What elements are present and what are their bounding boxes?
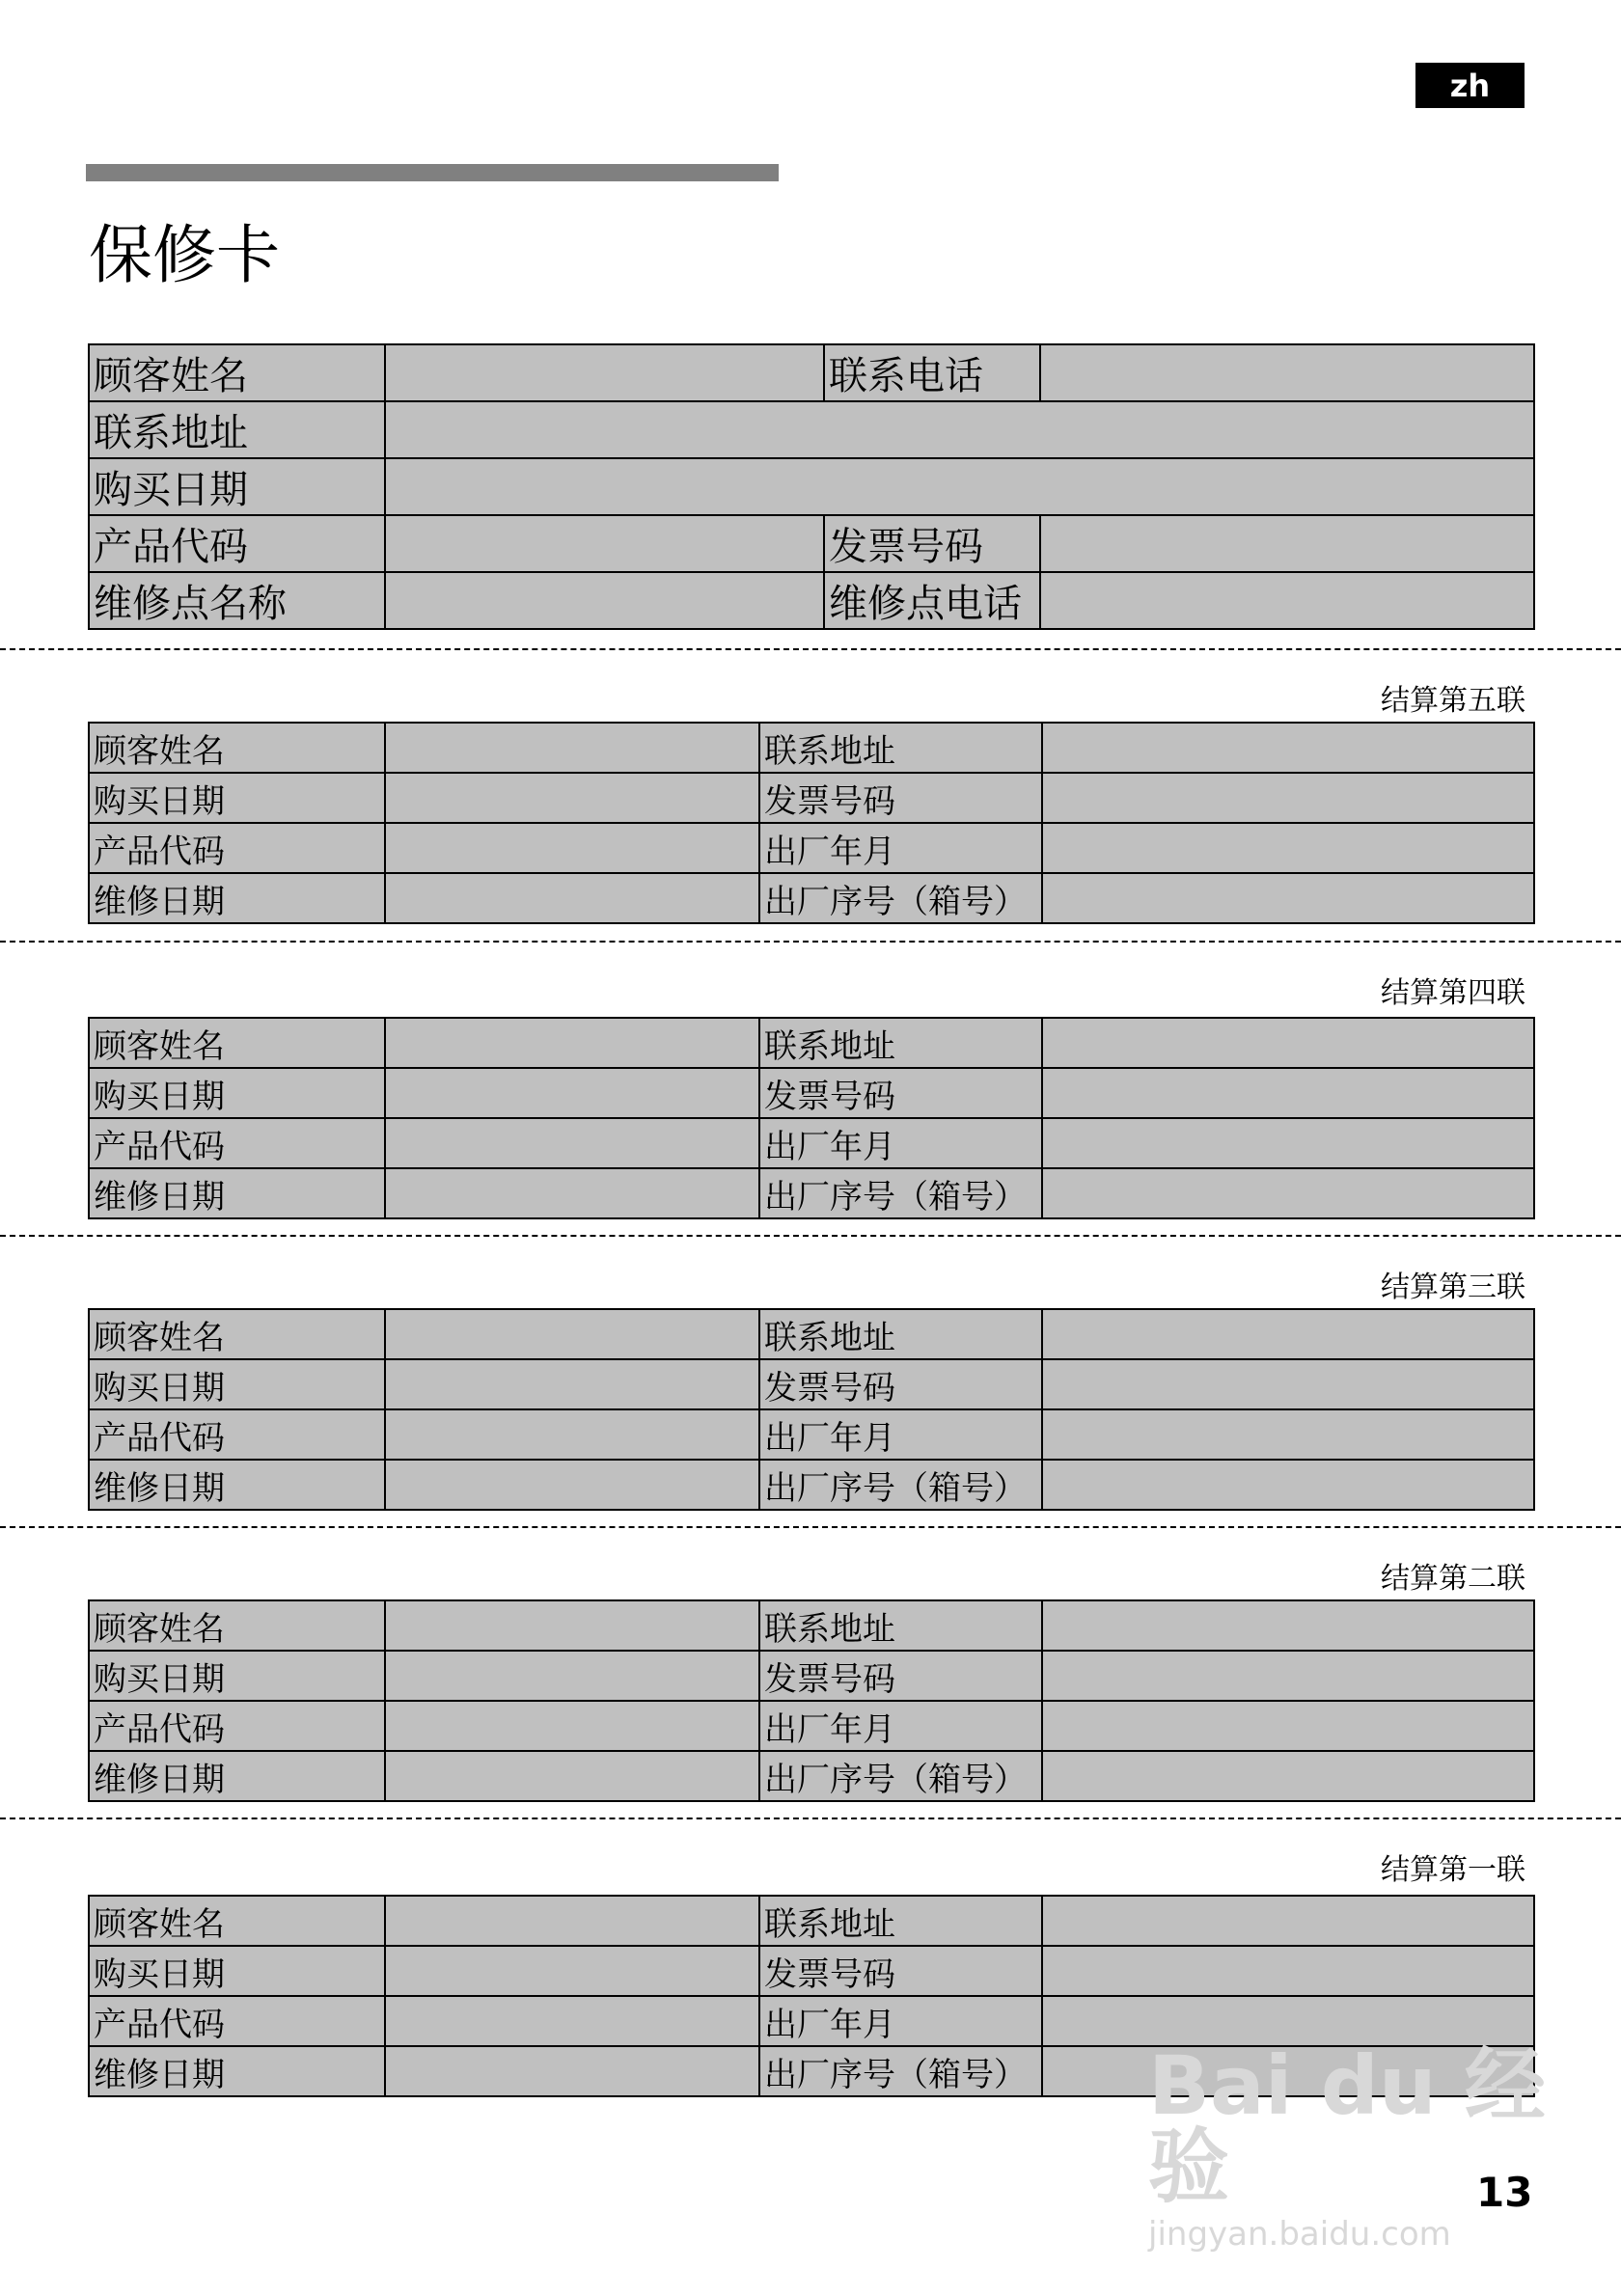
product-code-field[interactable]	[385, 1996, 759, 2046]
invoice-number-label: 发票号码	[759, 773, 1042, 823]
warranty-main-form	[88, 343, 1535, 630]
table-row	[89, 458, 1534, 515]
table-row	[89, 1896, 1534, 1946]
customer-name-label: 顾客姓名	[89, 1309, 385, 1359]
table-row	[89, 1068, 1534, 1118]
serial-number-field[interactable]	[1042, 1168, 1534, 1218]
contact-phone-field[interactable]	[1040, 344, 1534, 401]
invoice-number-label: 发票号码	[759, 1068, 1042, 1118]
repair-date-label: 维修日期	[89, 1168, 385, 1218]
table-row	[89, 773, 1534, 823]
table-row	[89, 1460, 1534, 1510]
customer-name-label: 顾客姓名	[89, 723, 385, 773]
purchase-date-field[interactable]	[385, 1359, 759, 1409]
purchase-date-label: 购买日期	[89, 458, 385, 515]
manufacture-date-field[interactable]	[1042, 1409, 1534, 1460]
table-row	[89, 1018, 1534, 1068]
invoice-number-field[interactable]	[1042, 1651, 1534, 1701]
invoice-number-label: 发票号码	[759, 1946, 1042, 1996]
serial-number-label: 出厂序号（箱号）	[759, 2046, 1042, 2096]
customer-name-label: 顾客姓名	[89, 1018, 385, 1068]
invoice-number-label: 发票号码	[759, 1359, 1042, 1409]
table-row	[89, 873, 1534, 923]
table-row	[89, 344, 1534, 401]
watermark-logo: Bai du 经验	[1148, 2038, 1546, 2214]
slip-label: 结算第三联	[1381, 1271, 1525, 1304]
table-row	[89, 515, 1534, 572]
contact-address-label: 联系地址	[759, 1018, 1042, 1068]
manufacture-date-label: 出厂年月	[759, 1996, 1042, 2046]
manufacture-date-field[interactable]	[1042, 1118, 1534, 1168]
cut-line	[0, 1818, 1621, 1819]
product-code-field[interactable]	[385, 1409, 759, 1460]
invoice-number-label: 发票号码	[824, 515, 1040, 572]
contact-address-field[interactable]	[385, 401, 1534, 458]
repair-date-field[interactable]	[385, 2046, 759, 2096]
purchase-date-field[interactable]	[385, 1068, 759, 1118]
table-row	[89, 1751, 1534, 1801]
manufacture-date-field[interactable]	[1042, 1701, 1534, 1751]
product-code-label: 产品代码	[89, 515, 385, 572]
product-code-field[interactable]	[385, 1118, 759, 1168]
repair-date-label: 维修日期	[89, 873, 385, 923]
purchase-date-label: 购买日期	[89, 773, 385, 823]
page-number: 13	[1476, 2169, 1533, 2216]
cut-line	[0, 648, 1621, 650]
invoice-number-field[interactable]	[1042, 773, 1534, 823]
manufacture-date-field[interactable]	[1042, 823, 1534, 873]
settlement-slip	[88, 1308, 1535, 1511]
serial-number-field[interactable]	[1042, 1751, 1534, 1801]
serial-number-field[interactable]	[1042, 873, 1534, 923]
purchase-date-field[interactable]	[385, 458, 1534, 515]
watermark-url: jingyan.baidu.com	[1148, 2215, 1451, 2254]
customer-name-field[interactable]	[385, 1896, 759, 1946]
slip-label: 结算第一联	[1381, 1853, 1525, 1887]
table-row	[89, 723, 1534, 773]
settlement-slip	[88, 1017, 1535, 1219]
repair-date-label: 维修日期	[89, 1460, 385, 1510]
table-row	[89, 1409, 1534, 1460]
repair-date-field[interactable]	[385, 873, 759, 923]
table-row	[89, 1168, 1534, 1218]
slip-label: 结算第四联	[1381, 976, 1525, 1010]
contact-phone-label: 联系电话	[824, 344, 1040, 401]
customer-name-label: 顾客姓名	[89, 1600, 385, 1651]
repair-date-field[interactable]	[385, 1460, 759, 1510]
slip-label: 结算第二联	[1381, 1562, 1525, 1596]
customer-name-label: 顾客姓名	[89, 344, 385, 401]
header-rule	[86, 164, 779, 181]
contact-address-field[interactable]	[1042, 1018, 1534, 1068]
serial-number-label: 出厂序号（箱号）	[759, 1460, 1042, 1510]
product-code-field[interactable]	[385, 1701, 759, 1751]
table-row	[89, 1651, 1534, 1701]
invoice-number-field[interactable]	[1042, 1946, 1534, 1996]
serial-number-field[interactable]	[1042, 1460, 1534, 1510]
table-row	[89, 572, 1534, 629]
product-code-label: 产品代码	[89, 1409, 385, 1460]
product-code-label: 产品代码	[89, 1118, 385, 1168]
repair-date-field[interactable]	[385, 1168, 759, 1218]
serial-number-label: 出厂序号（箱号）	[759, 873, 1042, 923]
invoice-number-field[interactable]	[1040, 515, 1534, 572]
product-code-label: 产品代码	[89, 1996, 385, 2046]
customer-name-field[interactable]	[385, 723, 759, 773]
purchase-date-field[interactable]	[385, 1946, 759, 1996]
purchase-date-label: 购买日期	[89, 1068, 385, 1118]
settlement-slip	[88, 1599, 1535, 1802]
table-row	[89, 1359, 1534, 1409]
repair-date-label: 维修日期	[89, 2046, 385, 2096]
repair-date-field[interactable]	[385, 1751, 759, 1801]
product-code-label: 产品代码	[89, 823, 385, 873]
table-row	[89, 1118, 1534, 1168]
repair-date-label: 维修日期	[89, 1751, 385, 1801]
service-point-phone-field[interactable]	[1040, 572, 1534, 629]
cut-line	[0, 941, 1621, 943]
product-code-field[interactable]	[385, 823, 759, 873]
contact-address-label: 联系地址	[759, 1600, 1042, 1651]
table-row	[89, 401, 1534, 458]
customer-name-label: 顾客姓名	[89, 1896, 385, 1946]
serial-number-label: 出厂序号（箱号）	[759, 1168, 1042, 1218]
page-title: 保修卡	[89, 218, 280, 292]
service-point-name-field[interactable]	[385, 572, 824, 629]
table-row	[89, 1701, 1534, 1751]
cut-line	[0, 1526, 1621, 1528]
customer-name-field[interactable]	[385, 1600, 759, 1651]
manufacture-date-label: 出厂年月	[759, 1701, 1042, 1751]
table-row	[89, 1946, 1534, 1996]
purchase-date-field[interactable]	[385, 773, 759, 823]
purchase-date-label: 购买日期	[89, 1359, 385, 1409]
serial-number-label: 出厂序号（箱号）	[759, 1751, 1042, 1801]
contact-address-field[interactable]	[1042, 1600, 1534, 1651]
service-point-phone-label: 维修点电话	[824, 572, 1040, 629]
settlement-slip	[88, 722, 1535, 924]
manufacture-date-label: 出厂年月	[759, 1409, 1042, 1460]
contact-address-field[interactable]	[1042, 723, 1534, 773]
cut-line	[0, 1235, 1621, 1237]
invoice-number-label: 发票号码	[759, 1651, 1042, 1701]
contact-address-field[interactable]	[1042, 1309, 1534, 1359]
table-row	[89, 1600, 1534, 1651]
manufacture-date-label: 出厂年月	[759, 1118, 1042, 1168]
contact-address-label: 联系地址	[89, 401, 385, 458]
contact-address-label: 联系地址	[759, 1309, 1042, 1359]
customer-name-field[interactable]	[385, 344, 824, 401]
product-code-field[interactable]	[385, 515, 824, 572]
product-code-label: 产品代码	[89, 1701, 385, 1751]
invoice-number-field[interactable]	[1042, 1359, 1534, 1409]
table-row	[89, 1309, 1534, 1359]
purchase-date-label: 购买日期	[89, 1946, 385, 1996]
slip-label: 结算第五联	[1381, 684, 1525, 718]
language-badge: zh	[1415, 63, 1525, 108]
customer-name-field[interactable]	[385, 1018, 759, 1068]
invoice-number-field[interactable]	[1042, 1068, 1534, 1118]
manufacture-date-label: 出厂年月	[759, 823, 1042, 873]
purchase-date-label: 购买日期	[89, 1651, 385, 1701]
customer-name-field[interactable]	[385, 1309, 759, 1359]
table-row	[89, 823, 1534, 873]
contact-address-field[interactable]	[1042, 1896, 1534, 1946]
purchase-date-field[interactable]	[385, 1651, 759, 1701]
service-point-name-label: 维修点名称	[89, 572, 385, 629]
contact-address-label: 联系地址	[759, 1896, 1042, 1946]
baidu-watermark	[1148, 2038, 1621, 2254]
contact-address-label: 联系地址	[759, 723, 1042, 773]
